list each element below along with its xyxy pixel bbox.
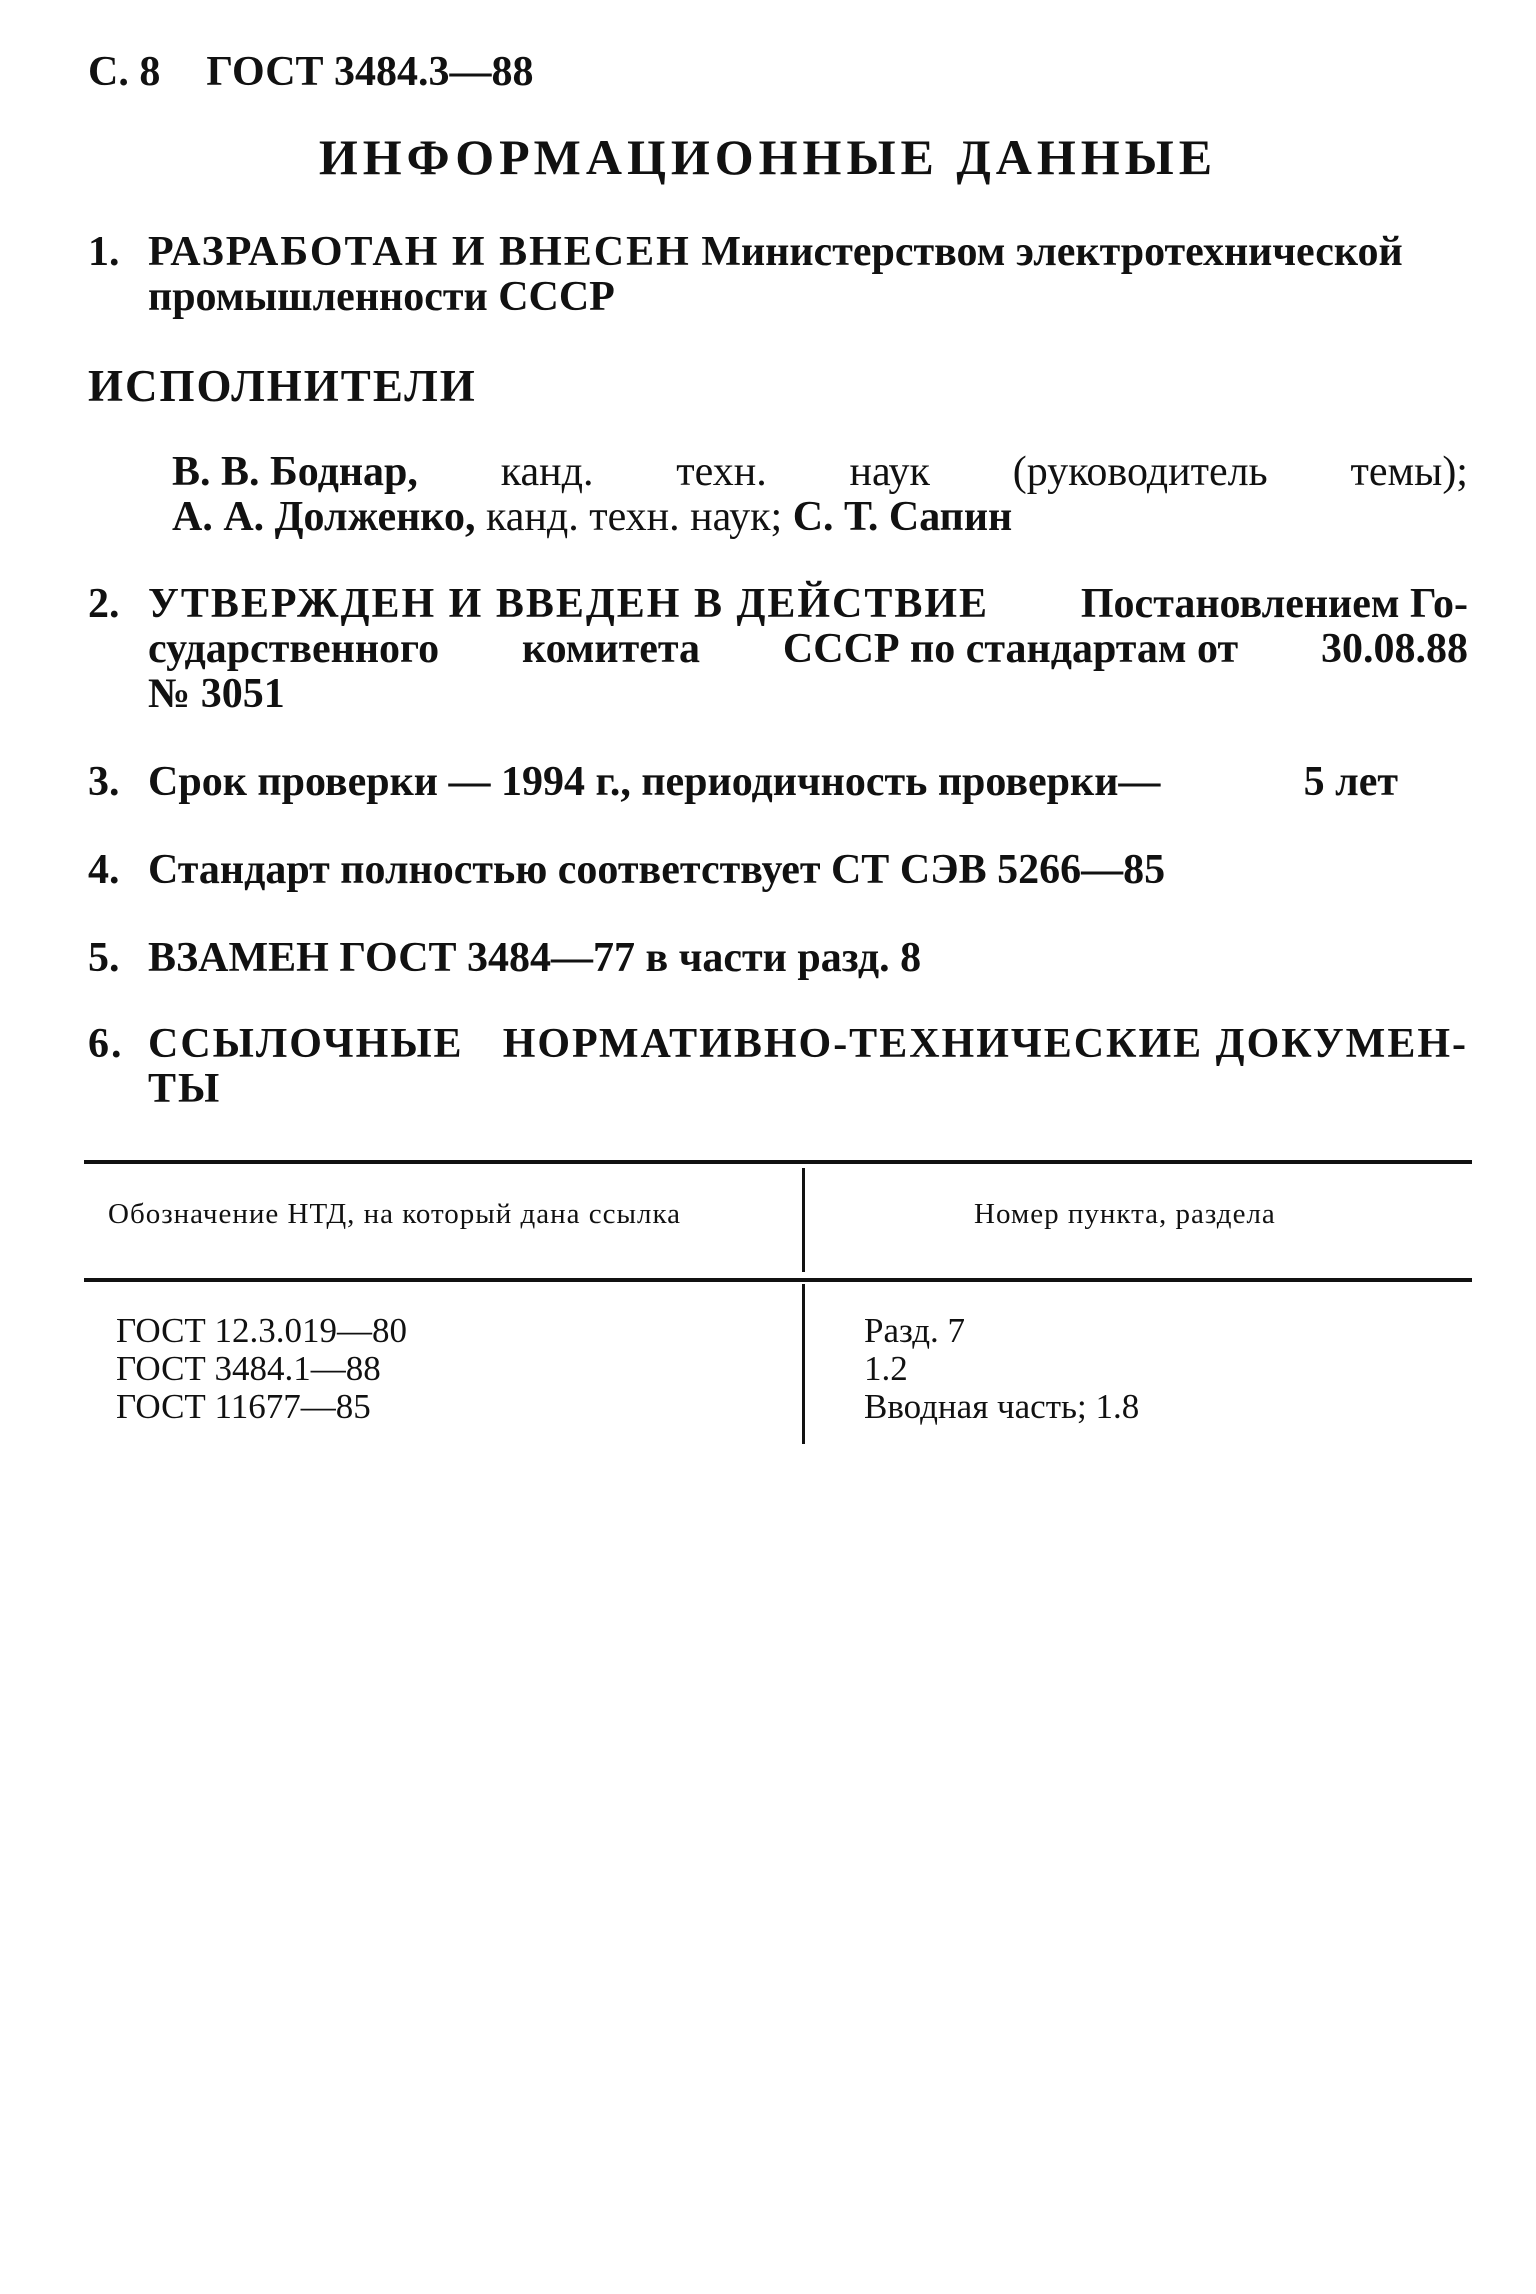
page-title: ИНФОРМАЦИОННЫЕ ДАННЫЕ [318, 129, 1218, 185]
table-cell-section: Вводная часть; 1.8 [864, 1387, 1140, 1426]
item-1-text-line1: Министерством электротехнической [701, 229, 1403, 275]
table-column-sections [864, 1312, 1139, 1426]
executor-role-word: темы); [1350, 449, 1468, 495]
item-6-title-line2: ТЫ [148, 1066, 222, 1112]
executors-list [172, 450, 1468, 540]
item-2-word: комитета [521, 626, 701, 672]
reference-table [84, 1160, 1472, 1460]
table-header-document: Обозначение НТД, на который дана ссылка [108, 1198, 682, 1230]
item-5 [88, 936, 1468, 981]
item-6-title-a: ССЫЛОЧНЫЕ [148, 1021, 464, 1067]
page-number: С. 8 [88, 49, 161, 95]
item-4-text: Стандарт полностью соответствует СТ СЭВ 5266—85 [148, 847, 1166, 893]
item-6-title-line1 [88, 1022, 1468, 1067]
table-body-divider [802, 1284, 805, 1444]
standard-designation: ГОСТ 3484.3—88 [206, 49, 534, 95]
executor-degree: канд. техн. наук; [485, 494, 783, 540]
executors-line-1 [172, 450, 1468, 495]
item-2-word: СССР по стандартам от [782, 626, 1239, 672]
item-6 [88, 1022, 1468, 1112]
executor-role-word: (руководитель [1012, 449, 1268, 495]
table-header-divider [802, 1168, 805, 1272]
executors-heading: ИСПОЛНИТЕЛИ [88, 361, 477, 411]
table-header-rule [84, 1278, 1472, 1282]
item-6-title-b: НОРМАТИВНО-ТЕХНИЧЕСКИЕ ДОКУМЕН- [502, 1021, 1468, 1067]
executors-line-2 [172, 495, 1468, 540]
item-2-line-2 [88, 627, 1468, 672]
executor-degree-word: канд. [500, 449, 594, 495]
item-2-lead: УТВЕРЖДЕН И ВВЕДЕН В ДЕЙСТВИЕ [148, 581, 990, 627]
executor-name: В. В. Боднар, [172, 449, 418, 495]
item-1-number: 1. [88, 229, 120, 275]
item-2-line-3: № 3051 [148, 671, 285, 717]
table-column-documents [116, 1312, 407, 1426]
item-2 [88, 582, 1468, 717]
item-4-number: 4. [88, 847, 120, 893]
table-header-section: Номер пункта, раздела [974, 1198, 1276, 1230]
item-4 [88, 848, 1468, 893]
table-cell-doc: ГОСТ 12.3.019—80 [116, 1311, 408, 1350]
executor-name: С. Т. Сапин [792, 494, 1013, 540]
executor-degree-word: наук [849, 449, 930, 495]
running-head [88, 48, 534, 96]
item-5-text: ВЗАМЕН ГОСТ 3484—77 в части разд. 8 [148, 935, 922, 981]
executor-name: А. А. Долженко, [172, 494, 476, 540]
item-5-number: 5. [88, 935, 120, 981]
table-cell-doc: ГОСТ 11677—85 [116, 1387, 371, 1426]
item-2-date: 30.08.88 [1321, 626, 1468, 672]
item-6-number: 6. [88, 1021, 124, 1067]
table-cell-section: 1.2 [864, 1349, 908, 1388]
item-2-text-line1: Постановлением Го- [1080, 581, 1468, 627]
item-1-text-line2: промышленности СССР [148, 274, 615, 320]
item-3-period: 5 лет [1303, 759, 1398, 805]
table-top-rule [84, 1160, 1472, 1164]
item-1 [88, 230, 1468, 320]
item-3 [88, 760, 1468, 805]
item-2-word: сударственного [148, 626, 440, 672]
executor-degree-word: техн. [676, 449, 767, 495]
item-3-text: Срок проверки — 1994 г., периодичность проверки— [148, 759, 1161, 805]
item-3-number: 3. [88, 759, 120, 805]
table-cell-doc: ГОСТ 3484.1—88 [116, 1349, 381, 1388]
item-1-lead: РАЗРАБОТАН И ВНЕСЕН [148, 229, 691, 275]
item-2-number: 2. [88, 581, 120, 627]
table-cell-section: Разд. 7 [864, 1311, 966, 1350]
